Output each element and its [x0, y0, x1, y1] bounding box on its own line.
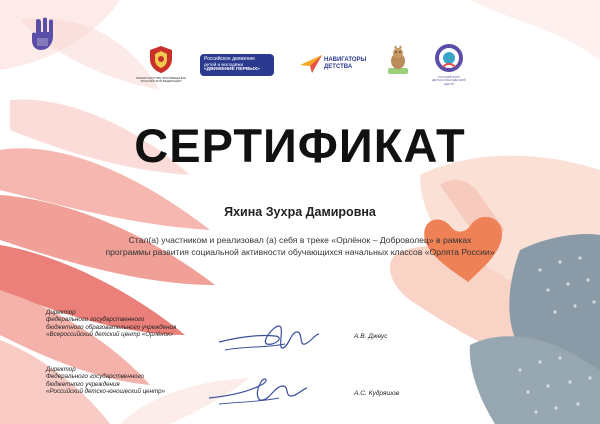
- ministry-caption: МИНИСТЕРСТВО ПРОСВЕЩЕНИЯ РОССИЙСКОЙ ФЕДЕРАЦИИ: [136, 76, 186, 84]
- orlyata-hand-logo: [28, 16, 62, 54]
- movement-line1: Российское движение: [204, 56, 256, 62]
- signatory-2-role-line2: Федерального государственного: [46, 373, 144, 381]
- rdush-logo-icon: [434, 43, 464, 73]
- movement-line3: «ДВИЖЕНИЕ ПЕРВЫХ»: [204, 67, 260, 72]
- signatory-1-role-line1: Директор: [46, 309, 76, 316]
- description-line-2: программы развития социальной активности обучающихся начальных классов «Орлята России»: [105, 246, 495, 257]
- signatory-1-role-line2: федерального государственного: [46, 316, 145, 324]
- mascot-icon: [384, 44, 412, 76]
- petal-top-right: [470, 0, 600, 60]
- signatory-1-name: А.В. Джеус: [354, 333, 388, 340]
- signatory-1-role: [46, 309, 176, 339]
- signatory-2-name: А.С. Кудряшов: [354, 390, 400, 397]
- signatory-2-role-line4: «Российский детско-юношеский центр»: [46, 388, 165, 396]
- signatory-1-role-line4: «Всероссийский детский центр «Орлёнок»: [46, 331, 174, 339]
- navigators-line2: ДЕТСТВА: [324, 64, 353, 70]
- movement-first-logo: [200, 54, 274, 76]
- signatory-2-role: [46, 366, 165, 396]
- signatory-2-role-line3: бюджетного учреждения: [46, 380, 120, 388]
- signature-1-scribble: [215, 320, 325, 358]
- certificate-title: СЕРТИФИКАТ: [134, 119, 466, 172]
- rdush-caption: РОССИЙСКИЙ ДЕТСКО-ЮНОШЕСКИЙ ЦЕНТР: [432, 75, 466, 86]
- movement-line2: детей и молодёжи: [204, 62, 244, 67]
- navigators-text: [324, 57, 366, 71]
- signatory-1-role-line3: бюджетного образовательного учреждения: [46, 323, 177, 331]
- signatory-2-role-line1: Директор: [46, 366, 76, 373]
- ministry-emblem-icon: [147, 44, 175, 74]
- certificate-description: [95, 235, 505, 258]
- navigators-logo-icon: [298, 53, 324, 75]
- navigators-line1: НАВИГАТОРЫ: [324, 57, 367, 63]
- recipient-name: Яхина Зухра Дамировна: [224, 205, 376, 219]
- signature-2-scribble: [205, 372, 315, 408]
- description-line-1: Стал(а) участником и реализовал (а) себя в треке «Орлёнок – Доброволец» в рамках: [128, 235, 472, 245]
